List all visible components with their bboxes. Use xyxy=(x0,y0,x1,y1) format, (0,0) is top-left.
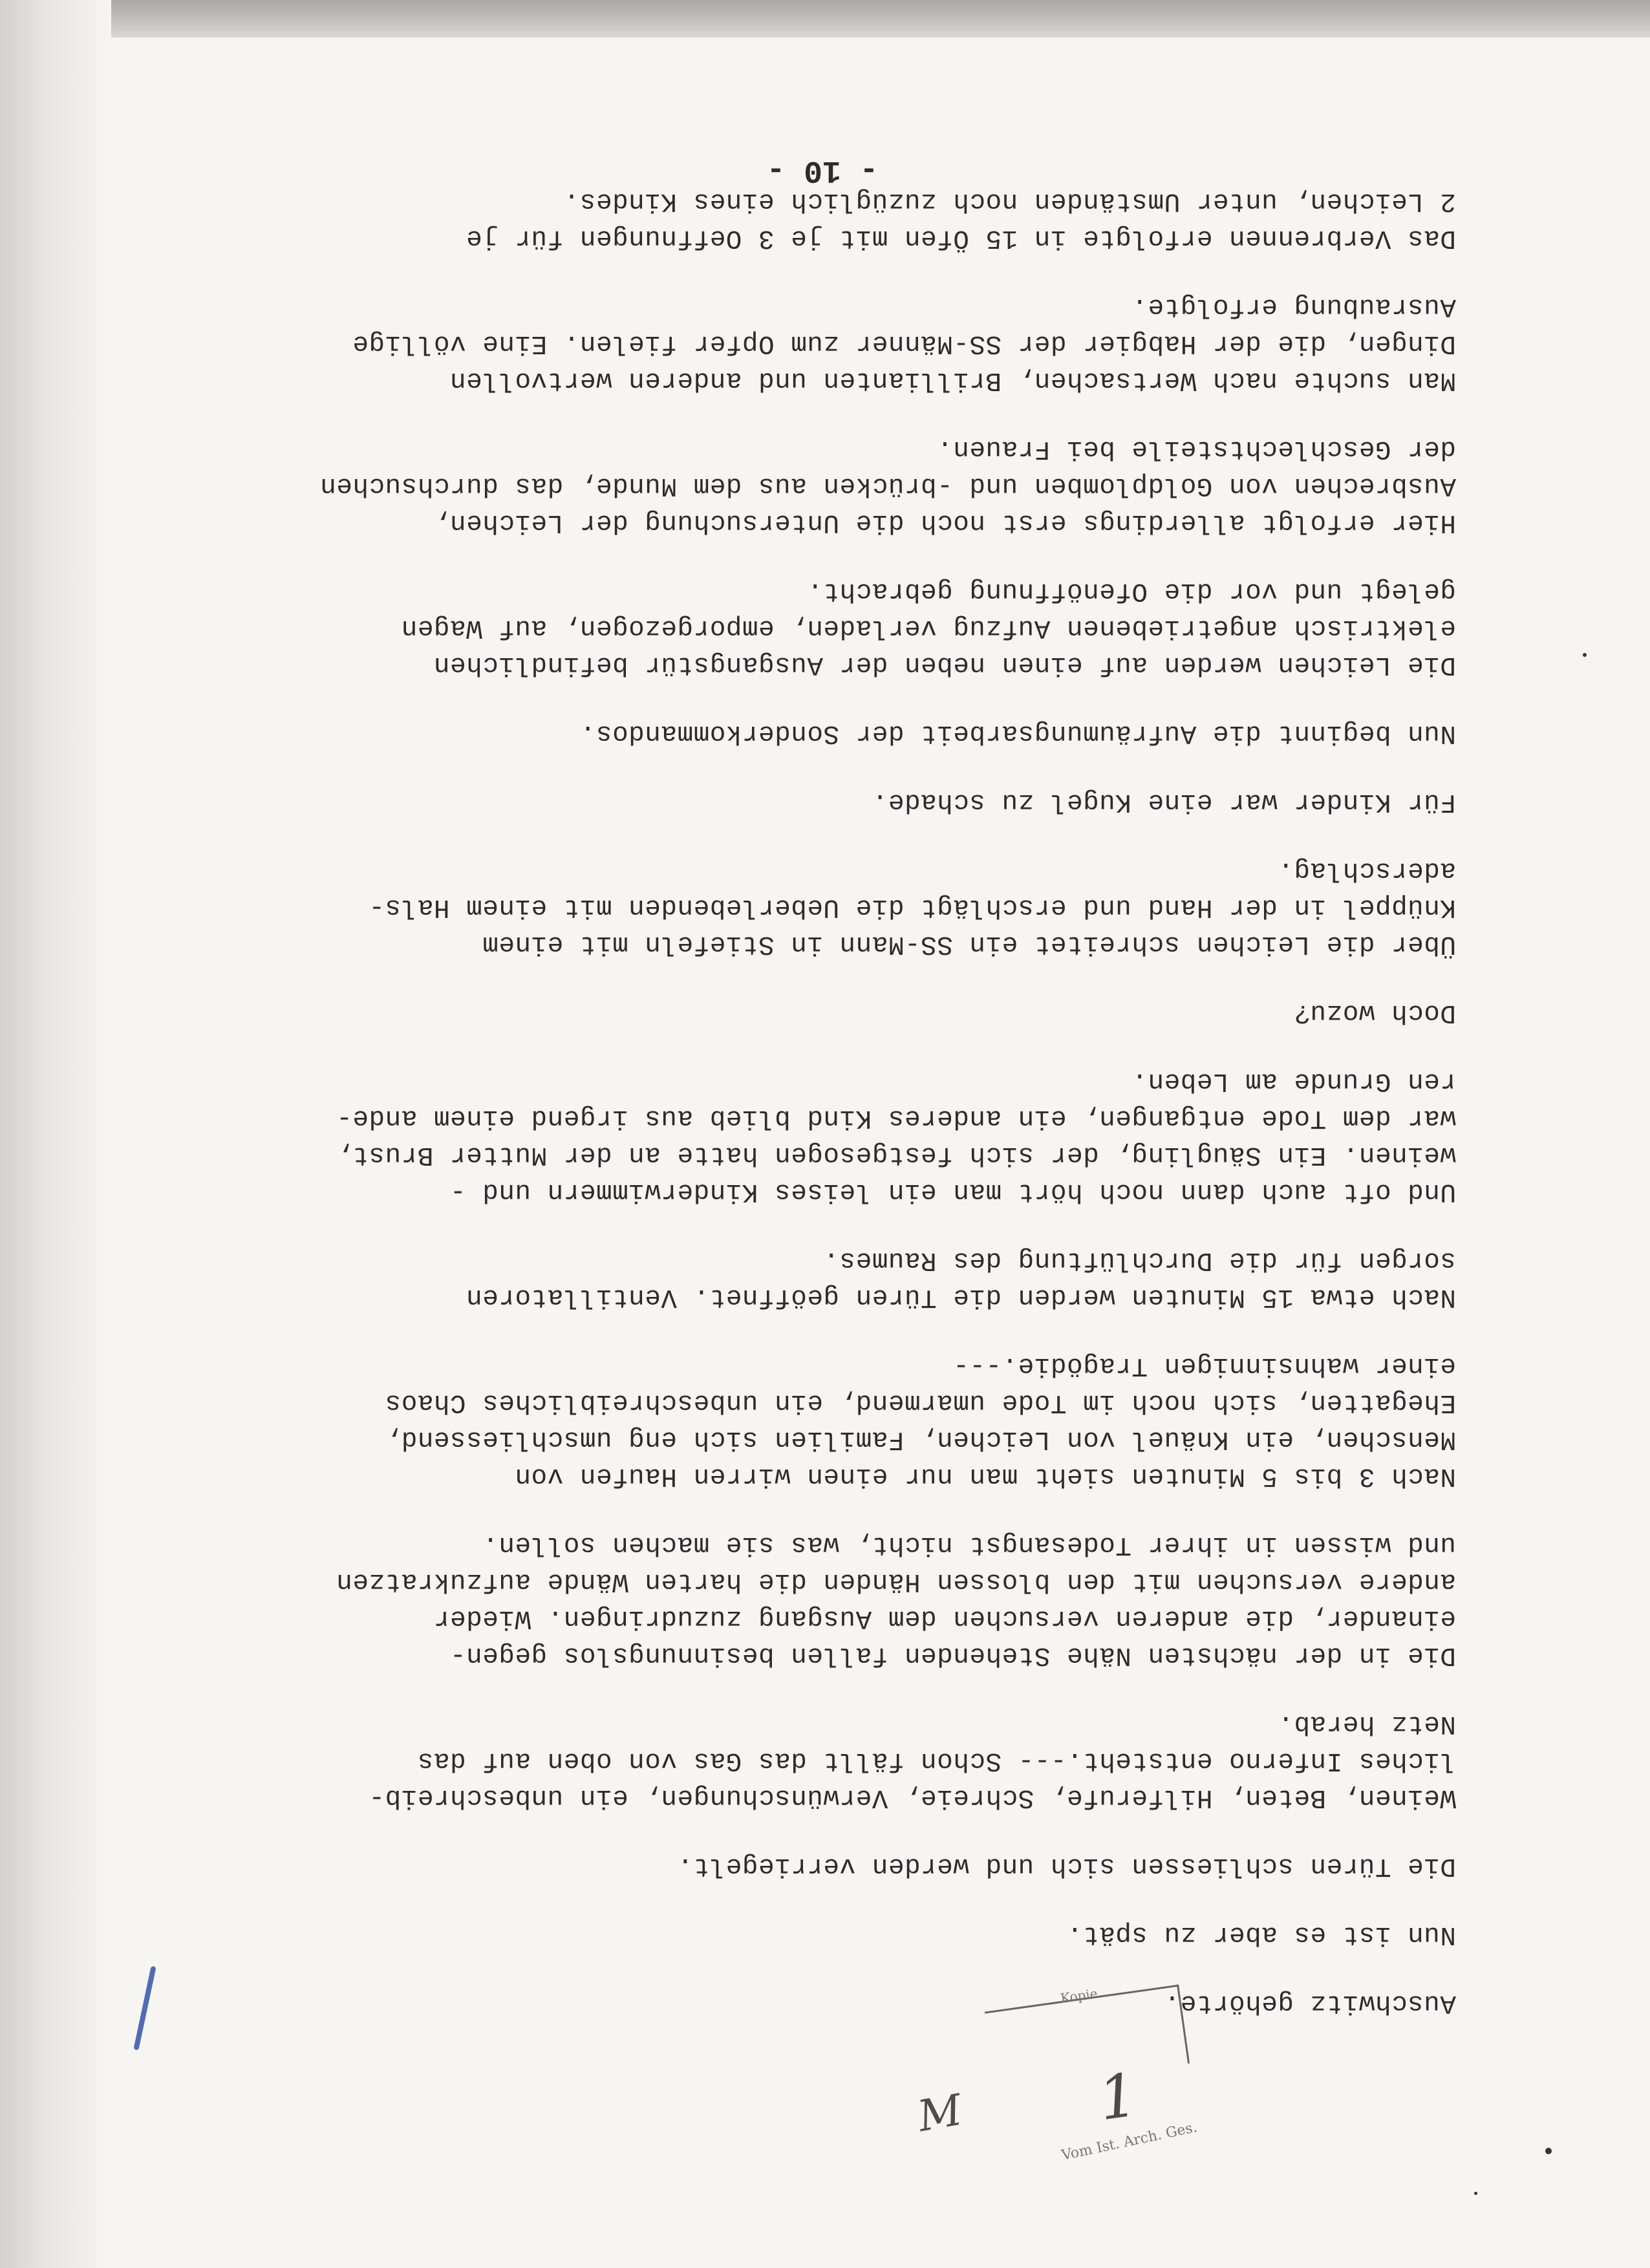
paragraph: Für Kinder war eine Kugel zu schade. xyxy=(872,787,1456,817)
paragraph: Weinen, Beten, Hilferufe, Schreie, Verwünschungen, ein unbeschreib- liches Inferno entsteht.--- Schon fällt das Gas von oben auf das Netz herab. xyxy=(369,1709,1456,1812)
paragraph: Und oft auch dann noch hört man ein leises Kinderwimmern und - weinen. Ein Säugling, der sich festgesogen hatte an der Mutter Brust, war dem Tode entgangen, ein anderes Kind blieb aus irgend einem ande- ren Grunde am Leben. xyxy=(336,1066,1456,1206)
paragraph: Man suchte nach Wertsachen, Brillianten und anderen wertvollen Dingen, die der Habgier der SS-Männer zum Opfer fielen. Eine völlige Ausraubung erfolgte. xyxy=(352,292,1456,395)
handwritten-number: 1 xyxy=(1094,2060,1142,2134)
ink-speck xyxy=(1474,2192,1477,2195)
stamp-label: Kopie xyxy=(1059,1985,1098,2006)
paragraph: Nun beginnt die Aufräumungsarbeit der Sonderkommandos. xyxy=(579,718,1456,748)
paragraph: Das Verbrennen erfolgte in 15 Öfen mit je 3 Oeffnungen für je 2 Leichen, unter Umständen noch zuzüglich eines Kindes. xyxy=(466,186,1456,253)
paragraph: Die Türen schliessen sich und werden verriegelt. xyxy=(677,1851,1456,1881)
scan-edge-side xyxy=(0,0,111,2268)
paragraph: Nach 3 bis 5 Minuten sieht man nur einen wirren Haufen von Menschen, ein Knäuel von Leichen, Familien sich eng umschliessend, Ehegatten, sich noch im Tode umarmend, ein unbeschreibliches Chaos einer wahnsinnigen Tragödie.--- xyxy=(385,1351,1456,1491)
paragraph: Doch wozu? xyxy=(1293,998,1456,1027)
paragraph: Auschwitz gehörte. xyxy=(1164,1988,1456,2018)
paragraph: Nach etwa 15 Minuten werden die Türen geöffnet. Ventillatoren sorgen für die Durchlüftung des Raumes. xyxy=(466,1245,1456,1312)
scan-edge-top xyxy=(0,0,1650,37)
paragraph: Die in der nächsten Nähe Stehenden fallen besinnungslos gegen- einander, die anderen versuchen dem Ausgang zuzudringen. Wieder andere versuchen mit den blossen Händen die harten Wände aufzukratzen und wissen in ihrer Todesangst nicht, was sie machen sollen. xyxy=(336,1530,1456,1670)
ink-speck xyxy=(1545,2148,1552,2154)
stamp-text: Vom Ist. Arch. Ges. xyxy=(1060,2119,1199,2164)
paragraph: Über die Leichen schreitet ein SS-Mann in Stiefeln mit einem Knüppel in der Hand und erschlägt die Ueberlebenden mit einem Hals- aderschlag. xyxy=(369,855,1456,959)
paragraph: Nun ist es aber zu spät. xyxy=(1066,1920,1456,1949)
typewritten-body xyxy=(163,182,1456,2021)
page-number: - 10 - xyxy=(766,153,879,187)
paragraph: Hier erfolgt allerdings erst noch die Untersuchung der Leichen, Ausbrechen von Goldplomben und -brücken aus dem Munde, das durchsuchen der Geschlechtsteile bei Frauen. xyxy=(319,434,1456,537)
paragraph: Die Leichen werden auf einen neben der Ausgangstür befindlichen elektrisch angetriebenen Aufzug verladen, emporgezogen, auf Wagen gelegt und vor die Ofenöffnung gebracht. xyxy=(401,576,1456,679)
handwritten-letters: M xyxy=(914,2084,966,2142)
ink-speck xyxy=(1583,653,1587,657)
